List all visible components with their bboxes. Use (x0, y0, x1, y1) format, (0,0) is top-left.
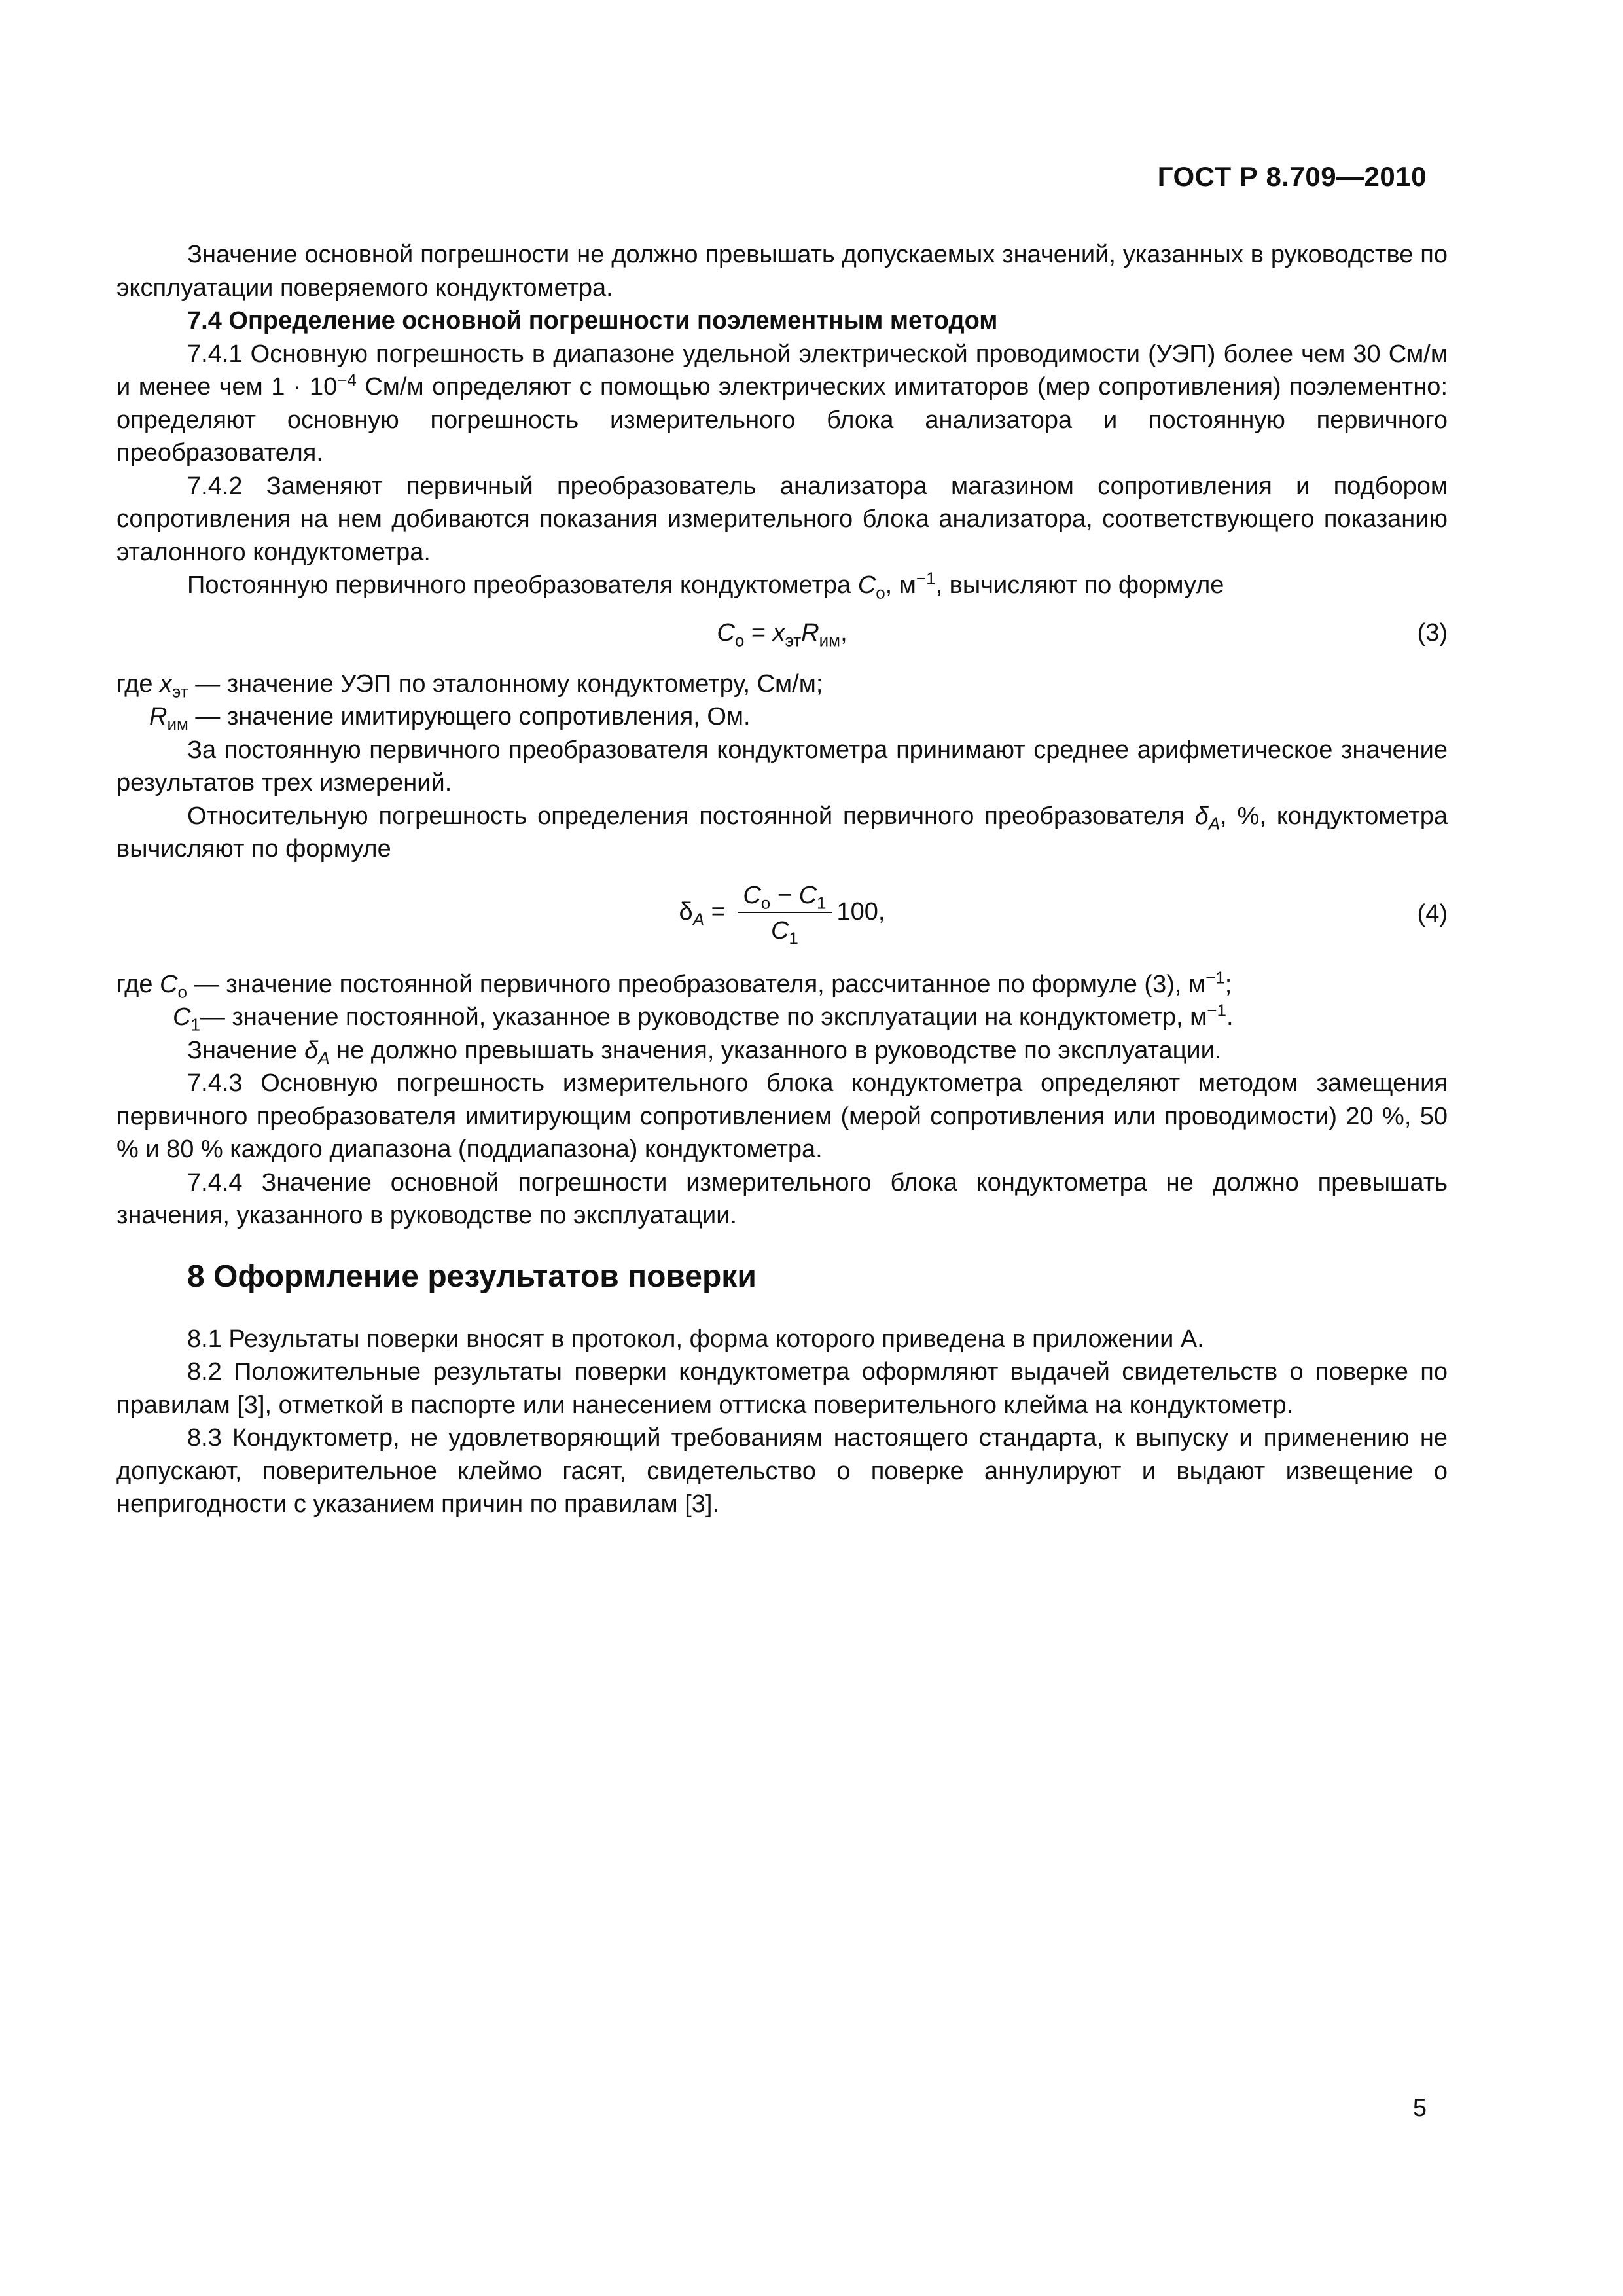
symbol-R: R (149, 703, 168, 730)
where-4-line-2 (116, 1001, 1448, 1034)
page-number: 5 (1412, 2094, 1427, 2122)
paragraph-8-2: 8.2 Положительные результаты поверки кондуктометра оформляют выдачей свидетельств о поверке по правилам [3], отметкой в паспорте или нанесением оттиска поверительного клейма на кондуктометр. (116, 1358, 1448, 1419)
text-segment: где (116, 670, 160, 698)
symbol-delta: δ (679, 897, 693, 925)
subscript: о (734, 630, 745, 651)
subscript: 1 (190, 1014, 200, 1035)
paragraph-8-1: 8.1 Результаты поверки вносят в протокол, форма которого приведена в приложении А. (187, 1325, 1204, 1353)
formula-4-row (116, 866, 1448, 968)
paragraph-7-4-1 (116, 338, 1448, 470)
subscript: 1 (789, 928, 798, 948)
text-segment: , м (885, 571, 916, 599)
text-segment: — значение имитирующего сопротивления, Ом. (188, 703, 751, 730)
subscript: эт (172, 681, 188, 702)
symbol-C: C (770, 916, 789, 944)
where-4-line-1 (116, 968, 1448, 1001)
paragraph-intro: Значение основной погрешности не должно превышать допускаемых значений, указанных в руководстве по эксплуатации поверяемого кондуктометра. (116, 241, 1448, 302)
equals-sign: = (744, 619, 773, 647)
fraction-denominator (738, 913, 831, 946)
superscript: −1 (1205, 967, 1225, 987)
formula-3-row (116, 602, 1448, 668)
text-segment: Значение (187, 1036, 305, 1064)
punctuation: , (840, 619, 847, 647)
text-segment: См/м определяют с помощью электрических имитаторов (мер сопротивления) поэлементно: определяют основную погрешность измерительного блока анализатора и постоянную первичного преобразователя. (116, 373, 1448, 467)
text-segment: 7.4.1 Основную погрешность в диапазоне удельной электрической проводимости (УЭП) более чем 30 См/м и менее чем 1 · 10 (116, 340, 1448, 401)
text-segment: не должно превышать значения, указанного в руководстве по эксплуатации. (329, 1036, 1222, 1064)
paragraph-relative-error (116, 800, 1448, 866)
section-heading-8: 8 Оформление результатов поверки (187, 1259, 757, 1294)
punctuation: ; (1224, 970, 1232, 998)
symbol-delta: δ (1194, 802, 1209, 830)
symbol-C: C (717, 619, 735, 647)
fraction-numerator (738, 880, 831, 913)
paragraph-delta-limit (116, 1034, 1448, 1067)
subscript: A (1208, 814, 1221, 834)
symbol-delta: δ (304, 1036, 319, 1064)
text-segment: где (116, 970, 160, 998)
subscript: им (819, 630, 841, 651)
where-3-line-2 (116, 700, 1448, 734)
text-segment: — значение постоянной, указанное в руководстве по эксплуатации на кондуктометр, м (200, 1003, 1207, 1031)
text-segment: , вычисляют по формуле (935, 571, 1224, 599)
symbol-C: C (743, 881, 761, 909)
paragraph-constant-intro (116, 569, 1448, 602)
formula-4-number: (4) (1417, 899, 1448, 927)
minus-sign: − (770, 881, 799, 909)
subscript: A (318, 1048, 330, 1068)
symbol-C: C (857, 571, 876, 599)
subscript: эт (785, 630, 802, 651)
paragraph-7-4-2: 7.4.2 Заменяют первичный преобразователь анализатора магазином сопротивления и подбором сопротивления на нем добиваются показания измерительного блока анализатора, соответствующего показанию эталонного кондуктометра. (116, 472, 1448, 566)
where-3-line-1 (116, 668, 1448, 701)
symbol-C: C (173, 1003, 191, 1031)
text-segment: , %, кондуктометра вычисляют по формуле (116, 802, 1448, 863)
symbol-C: C (160, 970, 178, 998)
superscript: −1 (1207, 1000, 1226, 1020)
paragraph-7-4-3: 7.4.3 Основную погрешность измерительного блока кондуктометра определяют методом замещения первичного преобразователя имитирующим сопротивлением (мерой сопротивления или проводимости) 20 %, 50 % и 80 % каждого диапазона (поддиапазона) кондуктометра. (116, 1069, 1448, 1163)
subscript: о (876, 583, 885, 603)
formula-3-number: (3) (1417, 619, 1448, 647)
document-body (116, 238, 1448, 1521)
subscript: им (167, 714, 188, 734)
text-segment: — значение постоянной первичного преобразователя, рассчитанное по формуле (3), м (187, 970, 1206, 998)
subscript: о (177, 982, 187, 1002)
symbol-x: x (160, 670, 173, 698)
subscript: 1 (817, 893, 827, 913)
text-segment: 100, (836, 897, 885, 925)
formula-4 (116, 880, 1448, 946)
fraction (738, 880, 831, 946)
subscript: о (760, 893, 771, 913)
equals-sign: = (704, 897, 733, 925)
text-segment: Относительную погрешность определения постоянной первичного преобразователя (187, 802, 1195, 830)
symbol-C: C (798, 881, 817, 909)
document-header-id: ГОСТ Р 8.709—2010 (1157, 161, 1427, 192)
punctuation: . (1226, 1003, 1234, 1031)
text-segment: — значение УЭП по эталонному кондуктометру, См/м; (188, 670, 823, 698)
subscript: A (692, 909, 705, 929)
superscript: −1 (916, 568, 936, 588)
section-heading-7-4: 7.4 Определение основной погрешности поэлементным методом (187, 307, 998, 334)
text-segment: Постоянную первичного преобразователя кондуктометра (187, 571, 858, 599)
symbol-x: x (772, 619, 785, 647)
symbol-R: R (801, 619, 819, 647)
paragraph-8-3: 8.3 Кондуктометр, не удовлетворяющий требованиям настоящего стандарта, к выпуску и применению не допускают, поверительное клеймо гасят, свидетельство о поверке аннулируют и выдают извещение о непригодности с указанием причин по правилам [3]. (116, 1424, 1448, 1518)
paragraph-7-4-4: 7.4.4 Значение основной погрешности измерительного блока кондуктометра не должно превышать значения, указанного в руководстве по эксплуатации. (116, 1168, 1448, 1229)
superscript: −4 (337, 370, 357, 390)
paragraph-mean: За постоянную первичного преобразователя кондуктометра принимают среднее арифметическое значение результатов трех измерений. (116, 736, 1448, 797)
formula-3 (116, 617, 1448, 650)
